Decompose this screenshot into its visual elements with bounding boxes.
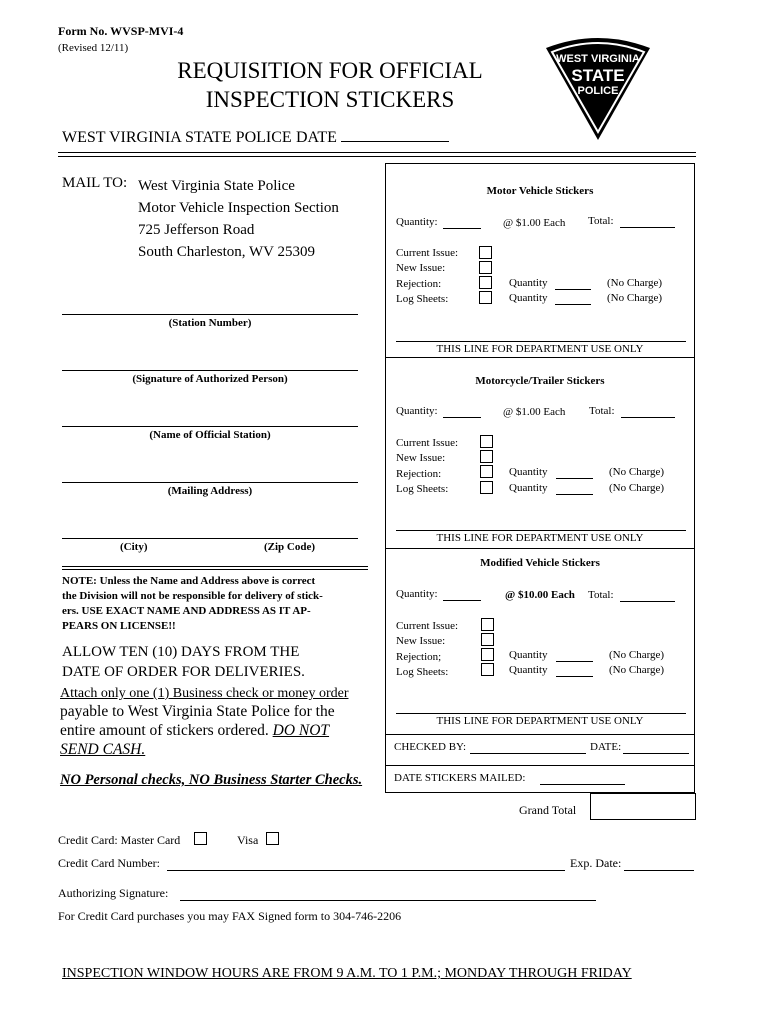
- motorcycle-no-charge-2: (No Charge): [609, 482, 665, 494]
- modified-dept-use-label: THIS LINE FOR DEPARTMENT USE ONLY: [436, 715, 644, 727]
- modified-log-qty-input[interactable]: [556, 664, 593, 677]
- modified-no-charge-1: (No Charge): [609, 649, 665, 661]
- rejection-label: Rejection:: [396, 277, 442, 290]
- authorizing-signature-label: Authorizing Signature:: [58, 886, 169, 900]
- rejection-label: Rejection:: [396, 467, 442, 480]
- logo-top-text: WEST VIRGINIA: [556, 53, 640, 65]
- section-divider: [386, 548, 694, 549]
- notice-block: [62, 574, 372, 634]
- mail-line: 725 Jefferson Road: [138, 222, 255, 238]
- motorcycle-total-input[interactable]: [621, 405, 675, 418]
- motor-total-input[interactable]: [620, 215, 675, 228]
- modified-rejection-qty-label: Quantity: [509, 649, 548, 661]
- current-issue-label: Current Issue:: [396, 247, 459, 259]
- motorcycle-rejection-checkbox[interactable]: [480, 465, 493, 478]
- exp-date-input[interactable]: [624, 870, 694, 871]
- grand-total-label: Grand Total: [519, 803, 577, 817]
- motorcycle-rejection-qty-input[interactable]: [556, 466, 593, 479]
- motorcycle-quantity-label: Quantity:: [396, 405, 438, 417]
- section-divider: [386, 734, 694, 735]
- motor-no-charge-2: (No Charge): [607, 292, 663, 304]
- section-divider: [386, 765, 694, 766]
- page-title: [150, 56, 510, 114]
- motor-rejection-checkbox[interactable]: [479, 276, 492, 289]
- official-station-input[interactable]: [62, 426, 358, 427]
- motorcycle-quantity-input[interactable]: [443, 405, 481, 418]
- exp-date-label: Exp. Date:: [570, 856, 622, 870]
- attach-line: entire amount of stickers ordered.: [60, 722, 269, 739]
- send-cash-text: SEND CASH.: [60, 741, 146, 758]
- master-card-label: Credit Card: Master Card: [58, 833, 181, 847]
- visa-label: Visa: [237, 833, 259, 847]
- new-issue-label: New Issue:: [396, 635, 446, 648]
- motorcycle-current-issue-checkbox[interactable]: [480, 435, 493, 448]
- motorcycle-title: Motorcycle/Trailer Stickers: [475, 375, 605, 387]
- motorcycle-issue-labels: [396, 436, 458, 497]
- modified-no-charge-2: (No Charge): [609, 664, 665, 676]
- motor-rejection-qty-input[interactable]: [555, 277, 591, 290]
- modified-price: @ $10.00 Each: [505, 589, 575, 601]
- motor-price: @ $1.00 Each: [503, 217, 566, 229]
- new-issue-label: New Issue:: [396, 452, 446, 465]
- logo-bottom-text: POLICE: [577, 85, 619, 97]
- notice-line: ers. USE EXACT NAME AND ADDRESS AS IT AP-: [62, 605, 311, 617]
- notice-rule-2: [62, 569, 368, 570]
- modified-log-sheets-checkbox[interactable]: [481, 663, 494, 676]
- motorcycle-dept-line[interactable]: [396, 530, 686, 531]
- modified-new-issue-checkbox[interactable]: [481, 633, 494, 646]
- modified-issue-labels: [396, 619, 458, 680]
- modified-total-input[interactable]: [620, 589, 675, 602]
- mail-line: West Virginia State Police: [138, 178, 295, 194]
- motorcycle-no-charge-1: (No Charge): [609, 466, 665, 478]
- motor-dept-use-label: THIS LINE FOR DEPARTMENT USE ONLY: [436, 343, 644, 355]
- motor-dept-line[interactable]: [396, 341, 686, 342]
- header-rule-2: [58, 156, 696, 157]
- attach-block: [60, 702, 335, 759]
- current-issue-label: Current Issue:: [396, 437, 459, 449]
- modified-quantity-label: Quantity:: [396, 588, 438, 600]
- mail-address: [138, 175, 339, 263]
- modified-log-qty-label: Quantity: [509, 664, 548, 676]
- notice-line: the Division will not be responsible for delivery of stick-: [62, 590, 323, 602]
- do-not-text: DO NOT: [272, 722, 330, 739]
- allow-line: DATE OF ORDER FOR DELIVERIES.: [62, 664, 305, 680]
- notice-line: PEARS ON LICENSE!!: [62, 620, 176, 632]
- motor-rejection-qty-label: Quantity: [509, 277, 548, 289]
- attach-line: payable to West Virginia State Police for the: [60, 703, 335, 720]
- mail-to-label: MAIL TO:: [62, 175, 128, 191]
- rejection-label: Rejection;: [396, 650, 442, 663]
- modified-quantity-input[interactable]: [443, 588, 481, 601]
- motorcycle-dept-use-label: THIS LINE FOR DEPARTMENT USE ONLY: [436, 532, 644, 544]
- motor-vehicle-title: Motor Vehicle Stickers: [486, 185, 594, 197]
- revised-date: (Revised 12/11): [58, 42, 129, 54]
- zip-label: (Zip Code): [264, 541, 316, 553]
- checked-date-input[interactable]: [623, 741, 689, 754]
- motor-current-issue-checkbox[interactable]: [479, 246, 492, 259]
- modified-dept-line[interactable]: [396, 713, 686, 714]
- log-sheets-label: Log Sheets:: [396, 292, 449, 305]
- no-personal-checks: NO Personal checks, NO Business Starter Checks.: [60, 772, 363, 788]
- title-line-1: REQUISITION FOR OFFICIAL: [177, 58, 483, 83]
- station-number-input[interactable]: [62, 314, 358, 315]
- motorcycle-log-sheets-checkbox[interactable]: [480, 481, 493, 494]
- signature-input[interactable]: [62, 370, 358, 371]
- city-zip-input[interactable]: [62, 538, 358, 539]
- signature-label: (Signature of Authorized Person): [132, 373, 288, 385]
- authorizing-signature-input[interactable]: [180, 900, 596, 901]
- motorcycle-rejection-qty-label: Quantity: [509, 466, 548, 478]
- visa-checkbox[interactable]: [266, 832, 279, 845]
- motor-log-qty-input[interactable]: [555, 292, 591, 305]
- date-mailed-label: DATE STICKERS MAILED:: [394, 772, 526, 784]
- allow-days-text: [62, 642, 305, 682]
- modified-total-label: Total:: [588, 589, 614, 601]
- form-number: Form No. WVSP-MVI-4: [58, 24, 184, 38]
- fax-note: For Credit Card purchases you may FAX Signed form to 304-746-2206: [58, 909, 402, 923]
- date-mailed-input[interactable]: [540, 772, 625, 785]
- state-police-shield-logo: [538, 34, 658, 142]
- modified-rejection-qty-input[interactable]: [556, 649, 593, 662]
- modified-current-issue-checkbox[interactable]: [481, 618, 494, 631]
- date-input[interactable]: [341, 141, 449, 142]
- grand-total-input[interactable]: [590, 793, 696, 820]
- mail-line: South Charleston, WV 25309: [138, 244, 315, 260]
- section-divider: [386, 357, 694, 358]
- motorcycle-total-label: Total:: [589, 405, 615, 417]
- motorcycle-log-qty-label: Quantity: [509, 482, 548, 494]
- logo-mid-text: STATE: [571, 66, 625, 85]
- new-issue-label: New Issue:: [396, 262, 446, 275]
- motor-new-issue-checkbox[interactable]: [479, 261, 492, 274]
- allow-line: ALLOW TEN (10) DAYS FROM THE: [62, 644, 300, 660]
- notice-rule: [62, 566, 368, 567]
- mailing-address-label: (Mailing Address): [167, 485, 253, 497]
- inspection-hours: INSPECTION WINDOW HOURS ARE FROM 9 A.M. TO 1 P.M.; MONDAY THROUGH FRIDAY: [62, 966, 632, 981]
- motor-issue-labels: [396, 246, 458, 307]
- checked-date-label: DATE:: [590, 741, 622, 753]
- motor-log-sheets-checkbox[interactable]: [479, 291, 492, 304]
- current-issue-label: Current Issue:: [396, 620, 459, 632]
- agency-name: WEST VIRGINIA STATE POLICE: [62, 129, 292, 146]
- modified-rejection-checkbox[interactable]: [481, 648, 494, 661]
- notice-line: NOTE: Unless the Name and Address above is correct: [62, 575, 316, 587]
- mailing-address-input[interactable]: [62, 482, 358, 483]
- date-field: [296, 129, 449, 147]
- header-rule: [58, 152, 696, 153]
- station-number-label: (Station Number): [168, 317, 252, 329]
- card-number-input[interactable]: [167, 870, 565, 871]
- motorcycle-log-qty-input[interactable]: [556, 482, 593, 495]
- motorcycle-price: @ $1.00 Each: [503, 406, 566, 418]
- city-label: (City): [120, 541, 148, 553]
- mail-line: Motor Vehicle Inspection Section: [138, 200, 339, 216]
- motorcycle-new-issue-checkbox[interactable]: [480, 450, 493, 463]
- checked-by-label: CHECKED BY:: [394, 741, 467, 753]
- checked-by-input[interactable]: [470, 741, 586, 754]
- log-sheets-label: Log Sheets:: [396, 482, 449, 495]
- motor-no-charge-1: (No Charge): [607, 277, 663, 289]
- date-label: DATE: [296, 129, 337, 146]
- official-station-label: (Name of Official Station): [149, 429, 271, 441]
- attach-line-1: Attach only one (1) Business check or money order: [60, 686, 349, 701]
- motor-log-qty-label: Quantity: [509, 292, 548, 304]
- motor-quantity-label: Quantity:: [396, 216, 438, 228]
- title-line-2: INSPECTION STICKERS: [205, 87, 455, 112]
- log-sheets-label: Log Sheets:: [396, 665, 449, 678]
- master-card-checkbox[interactable]: [194, 832, 207, 845]
- card-number-label: Credit Card Number:: [58, 856, 160, 870]
- motor-quantity-input[interactable]: [443, 216, 481, 229]
- motor-total-label: Total:: [588, 215, 614, 227]
- modified-title: Modified Vehicle Stickers: [480, 557, 600, 569]
